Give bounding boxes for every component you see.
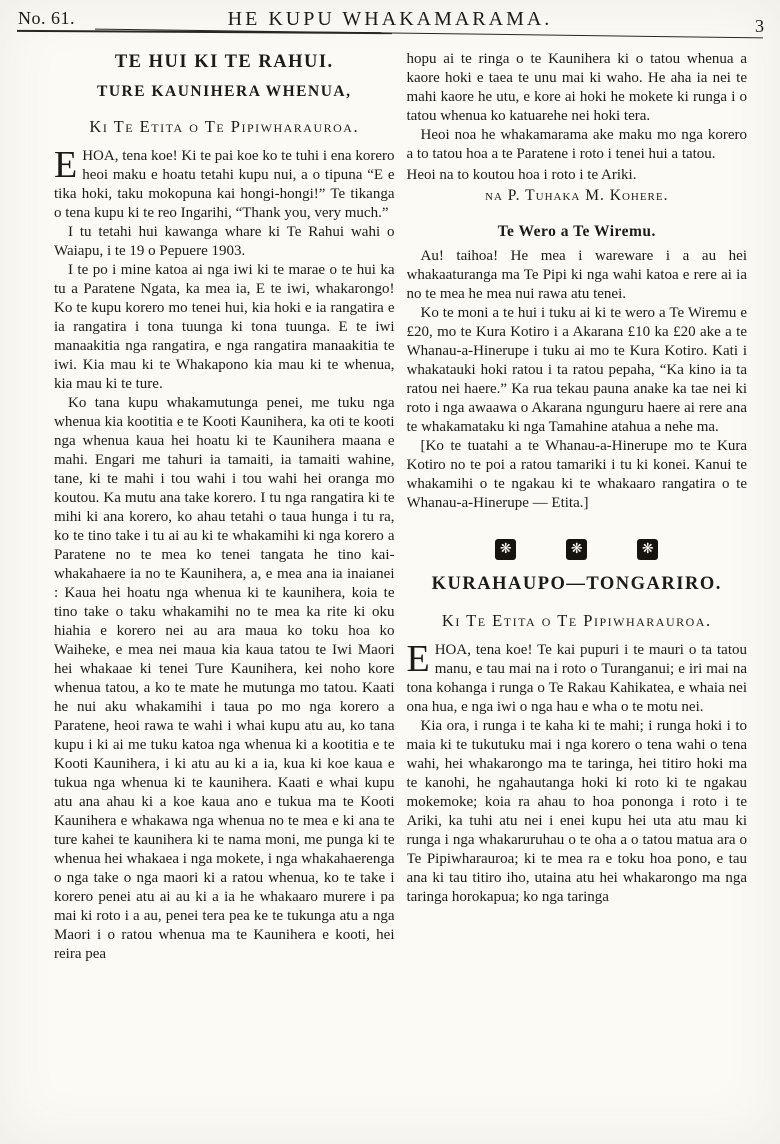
right-column	[407, 44, 748, 1144]
masthead	[0, 0, 780, 46]
dropcap-letter: E	[406, 638, 430, 680]
article1-paragraph: Heoi noa he whakamarama ake maku mo nga korero a to tatou hoa a te Paratene i roto i tenei hui a tatou.	[406, 127, 747, 162]
article1-title: TE HUI KI TE RAHUI.	[114, 52, 334, 72]
article1-signature: na P. Tuhaka M. Kohere.	[485, 187, 669, 204]
article1-paragraph: I te po i mine katoa ai nga iwi ki te marae o te hui ka tu a Paratene Ngata, ka mea ia, E te iwi, whakarongo! Ko te kupu korero mo tenei hui, kia hoki e ia rangatira e ia rangatira i tona tuunga ki tona tuunga. E te iwi manaakitia nga rangatira, e nga rangatira manaakitia te iwi. Kia mau ki te Whakapono kia mau ki te whenua, kia mau ki te ture.	[54, 262, 395, 392]
fleuron-ornament-icon: ❋	[495, 539, 516, 560]
article3-title: KURAHAUPO—TONGARIRO.	[431, 574, 722, 594]
article3-salutation: Ki Te Etita o Te Pipiwharauroa.	[441, 611, 712, 630]
article1-salutation: Ki Te Etita o Te Pipiwharauroa.	[89, 117, 360, 136]
article1-paragraph-dropcap	[54, 144, 395, 223]
article1-continued-paragraph: hopu ai te ringa o te Kaunihera ki o tatou whenua a kaore hoki e taea te unu mai ki waho. He aha ia nei te mahi kaore he utu, e kore ai hoki he mokete ki runga i o tatou whenua ko katuarehe nei hoki tera.	[406, 51, 747, 124]
ornament-row	[407, 539, 748, 560]
article2-paragraph: Ko te moni a te hui i tuku ai ki te wero a Te Wiremu e £20, mo te Kura Kotiro i a Akarana £10 ka £20 ake a te Whanau-a-Hinerupe i tuku ai mo te Kura Kotiro. Kati i whakatauki hoki ratou i ta ratou pepaha, “Ka kino ia ta ratou nei haere.” Ka rua tekau pauna anake ka tae nei ki roto i nga awaawa o Akarana ngunguru haere ai rere ana te whakamataku ki nga Tamahine atahua a nehe ma.	[406, 305, 747, 435]
article1-paragraph: Ko tana kupu whakamutunga penei, me tuku nga whenua kia kootitia e te Kooti Kaunihera, ka oti te kooti nga whenua kaua hei hoatu ki te Kaunihera maana e mahi. Engari me tahuri ia tamaiti, ia tamaiti wahine, tane, ki te mahi i tou wahi i tou wahi hei oranga mo koutou. Ka mutu ana take korero. I tu nga rangatira ki te mihi ki ana korero, ko ahau tetahi o taua hunga i tu ra, ko te tino take i tu ai au ki te whakamihi ki nga korero a Paratene no te mea ko tenei tangata he tino kai-whakahaere ia no te Kaunihera, a, e mea ana ia inaianei : Kaua hei hoatu nga whenua ki te kaunihera, koia te tino take o taku whakamihi no te mea ka rite ki oku hiahia e korero nei au ara maua ko toku hoa ko Waiheke, e mea nei maua kia kaua tatou te Iwi Maori hei whakaae ki tenei Ture Kaunihera, kei noho kore whenua tatou, a ko te mate he mutunga mo tatou. Kaati he nui aku whakamihi i taua po mo nga korero a Paratene, heoi rawa te wahi i whai kupu atu au, ko tana kupu i ki ai me tuku katoa nga whenua ki a kootitia e te Kooti Kaunihera, i ki atu au ki a ia, kua ki koe kaua e tukua nga whenua ki te kaunihera. Kaati e whai kupu atu ana ahau ki a koe kaua ano e tukua ma te Kooti Kaunihera e whakawa nga whenua no te mea e ki ana te ture kahei te kaunihera ki te nama moni, me punga ki te whenua hei whakaea i nga mokete, i nga whakahaerenga o nga take o nga maori ki a ratou whenua, ko te take i korero penei atu ai au ki a ia he whakaaro murere i pa mai ki roto i a au, penei tera pea ke te tukunga atu a nga Maori i o ratou whenua ma te Kaunihera e kooti, hei reira pea	[54, 395, 395, 962]
paragraph-text: HOA, tena koe! Te kai pupuri i te mauri o ta tatou manu, e tau mai na i roto o Turanganui; e iri mai na tona kohanga i runga o Te Rakau Kahikatea, e whaia nei ona hua, e nga iwi o nga hau e wha o te motu nei.	[406, 642, 747, 715]
issue-number: No. 61.	[18, 8, 75, 28]
article2-paragraph: Au! taihoa! He mea i wareware i a au hei whakaaturanga ma Te Pipi ki nga wahi katoa e rere ai ia no te mea he mea nui rawa atu tenei.	[406, 248, 747, 302]
article1-subtitle: TURE KAUNIHERA WHENUA,	[97, 83, 352, 100]
article3-paragraph: Kia ora, i runga i te kaha ki te mahi; i runga hoki i to maia ki te tukutuku mai i nga korero o tena wahi o tena wahi, hei whakarongo ma te taringa, hei titiro hoki ma te kanohi, he ngahautanga hoki ki roto ki te ngakau mokemoke; koia ra ahau to hoa pononga i roto i te Ariki, ka tuhi atu nei i enei kupu hei uta atu mau ki runga i nga whakaruruhau o te oha a o tatou matua ara o Te Pipiwharauroa; ki te mea ra e toku hoa pono, e tau ana ki tau titiro iho, utaina atu hei whakarongo ma nga taringa horokapua; ko nga taringa	[406, 718, 747, 905]
dropcap-letter: E	[54, 144, 78, 186]
article2-title: Te Wero a Te Wiremu.	[497, 223, 656, 240]
paper-title: HE KUPU WHAKAMARAMA.	[227, 8, 553, 30]
column-container	[54, 44, 747, 1144]
paragraph-text: HOA, tena koe! Ki te pai koe ko te tuhi i ena korero heoi maku e hoatu tetahi kupu nui, a o tipuna “E e tika hoki, taku mokopuna kai hongi-hongi!” Te tikanga o tena kupu ki te reo Ingarihi, “Thank you, very much.”	[54, 148, 395, 221]
article1-paragraph: I tu tetahi hui kawanga whare ki Te Rahui wahi o Waiapu, i te 19 o Pepuere 1903.	[54, 224, 395, 259]
article1-valediction: Heoi na to koutou hoa i roto i te Ariki.	[406, 167, 637, 183]
article3-paragraph-dropcap	[406, 638, 748, 717]
page-number: 3	[755, 16, 764, 36]
left-column	[54, 44, 395, 1144]
fleuron-ornament-icon: ❋	[566, 539, 587, 560]
fleuron-ornament-icon: ❋	[637, 539, 658, 560]
article2-editor-note: [Ko te tuatahi a te Whanau-a-Hinerupe mo te Kura Kotiro no te poi a ratou tamariki i tu ki konei. Kanui te whakamihi o te ngakau ki te whakaaro rangatira o te Whanau-a-Hinerupe — Etita.]	[406, 438, 747, 511]
